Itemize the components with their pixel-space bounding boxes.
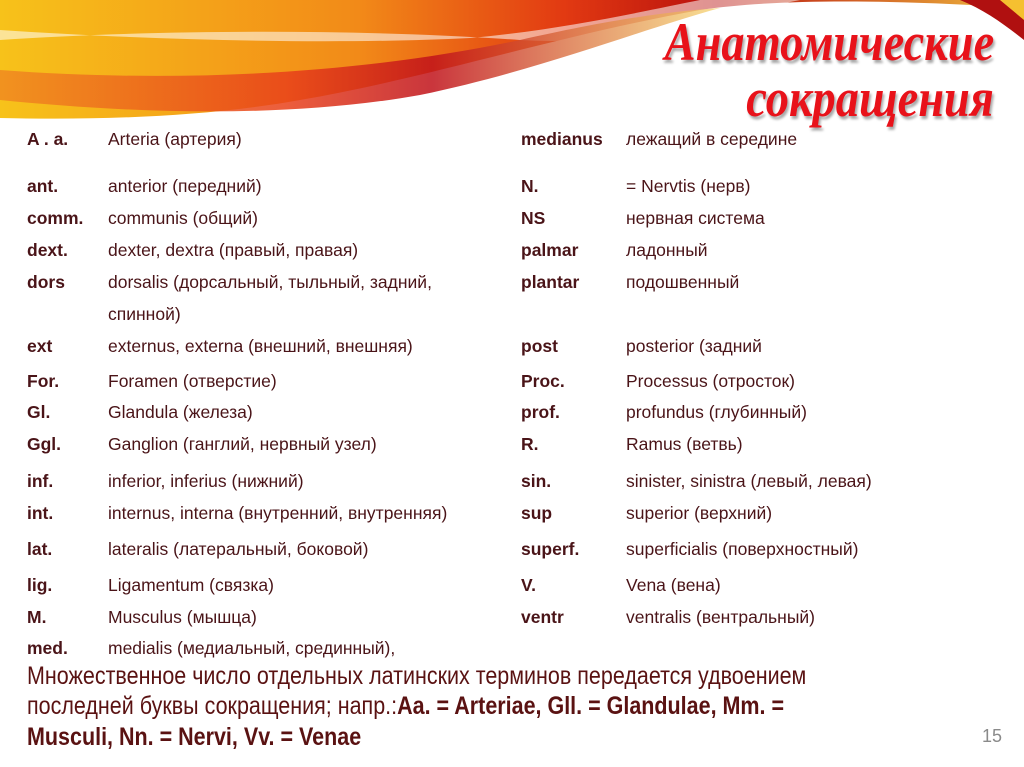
right-abbreviation: prof. — [521, 402, 560, 422]
left-definition: externus, externa (внешний, внешняя) — [108, 336, 413, 356]
right-abbreviation: ventr — [521, 607, 564, 627]
right-definition: ventralis (вентральный) — [626, 607, 816, 627]
slide-title-line2: сокращения — [746, 68, 994, 128]
right-definition: нервная система — [626, 208, 765, 228]
left-definition: Foramen (отверстие) — [108, 371, 277, 391]
left-definition: internus, interna (внутренний, внутренняя) — [108, 503, 448, 523]
right-abbreviation: R. — [521, 434, 539, 454]
right-abbreviation: sin. — [521, 471, 552, 491]
left-definition: inferior, inferius (нижний) — [108, 471, 304, 491]
left-abbreviation: A . a. — [27, 129, 69, 149]
left-abbreviation: lig. — [27, 575, 53, 595]
left-abbreviation: inf. — [27, 471, 54, 491]
right-abbreviation: Proc. — [521, 371, 565, 391]
plural-note-line1: Множественное число отдельных латинских терминов передается удвоением — [27, 662, 807, 690]
right-definition: Vena (вена) — [626, 575, 721, 595]
right-abbreviation: N. — [521, 176, 539, 196]
left-abbreviation: dors — [27, 272, 65, 292]
plural-note-text: последней буквы сокращения; напр.: — [27, 692, 398, 720]
right-definition: = Nervtis (нерв) — [626, 176, 751, 196]
right-definition: лежащий в середине — [626, 129, 798, 149]
left-definition: dorsalis (дорсальный, тыльный, задний, — [108, 272, 432, 292]
plural-note-examples-cont: Musculi, Nn. = Nervi, Vv. = Venae — [27, 723, 362, 751]
right-abbreviation: medianus — [521, 129, 603, 149]
right-abbreviation: V. — [521, 575, 536, 595]
left-definition: Arteria (артерия) — [108, 129, 242, 149]
left-definition: anterior (передний) — [108, 176, 262, 196]
right-definition: sinister, sinistra (левый, левая) — [626, 471, 872, 491]
right-definition: superficialis (поверхностный) — [626, 539, 859, 559]
left-abbreviation: lat. — [27, 539, 53, 559]
right-definition: superior (верхний) — [626, 503, 773, 523]
right-abbreviation: sup — [521, 503, 553, 523]
left-definition: communis (общий) — [108, 208, 258, 228]
left-definition: Glandula (железа) — [108, 402, 253, 422]
left-abbreviation: med. — [27, 638, 68, 658]
left-abbreviation: int. — [27, 503, 54, 523]
right-abbreviation: palmar — [521, 240, 579, 260]
plural-note-line3 — [27, 722, 361, 752]
left-abbreviation: ant. — [27, 176, 59, 196]
left-definition: medialis (медиальный, срединный), — [108, 638, 396, 658]
left-definition-cont: спинной) — [108, 304, 181, 324]
plural-note-examples: Aa. = Arteriae, Gll. = Glandulae, Mm. = — [397, 692, 785, 720]
right-definition: posterior (задний — [626, 336, 762, 356]
left-abbreviation: comm. — [27, 208, 84, 228]
left-abbreviation: ext — [27, 336, 53, 356]
left-definition: dexter, dextra (правый, правая) — [108, 240, 359, 260]
left-definition: Musculus (мышца) — [108, 607, 257, 627]
left-definition: Ligamentum (связка) — [108, 575, 274, 595]
right-abbreviation: plantar — [521, 272, 580, 292]
left-abbreviation: Ggl. — [27, 434, 62, 454]
right-definition: Processus (отросток) — [626, 371, 796, 391]
left-abbreviation: For. — [27, 371, 60, 391]
right-definition: подошвенный — [626, 272, 740, 292]
right-abbreviation: superf. — [521, 539, 580, 559]
left-definition: lateralis (латеральный, боковой) — [108, 539, 369, 559]
plural-note-line2 — [27, 691, 784, 721]
right-definition: Ramus (ветвь) — [626, 434, 743, 454]
right-definition: profundus (глубинный) — [626, 402, 807, 422]
page-number: 15 — [981, 726, 1002, 746]
left-definition: Ganglion (ганглий, нервный узел) — [108, 434, 377, 454]
slide-title-line1: Анатомические — [664, 12, 994, 72]
right-abbreviation: NS — [521, 208, 546, 228]
left-abbreviation: dext. — [27, 240, 68, 260]
right-abbreviation: post — [521, 336, 558, 356]
left-abbreviation: M. — [27, 607, 47, 627]
right-definition: ладонный — [626, 240, 708, 260]
left-abbreviation: Gl. — [27, 402, 51, 422]
